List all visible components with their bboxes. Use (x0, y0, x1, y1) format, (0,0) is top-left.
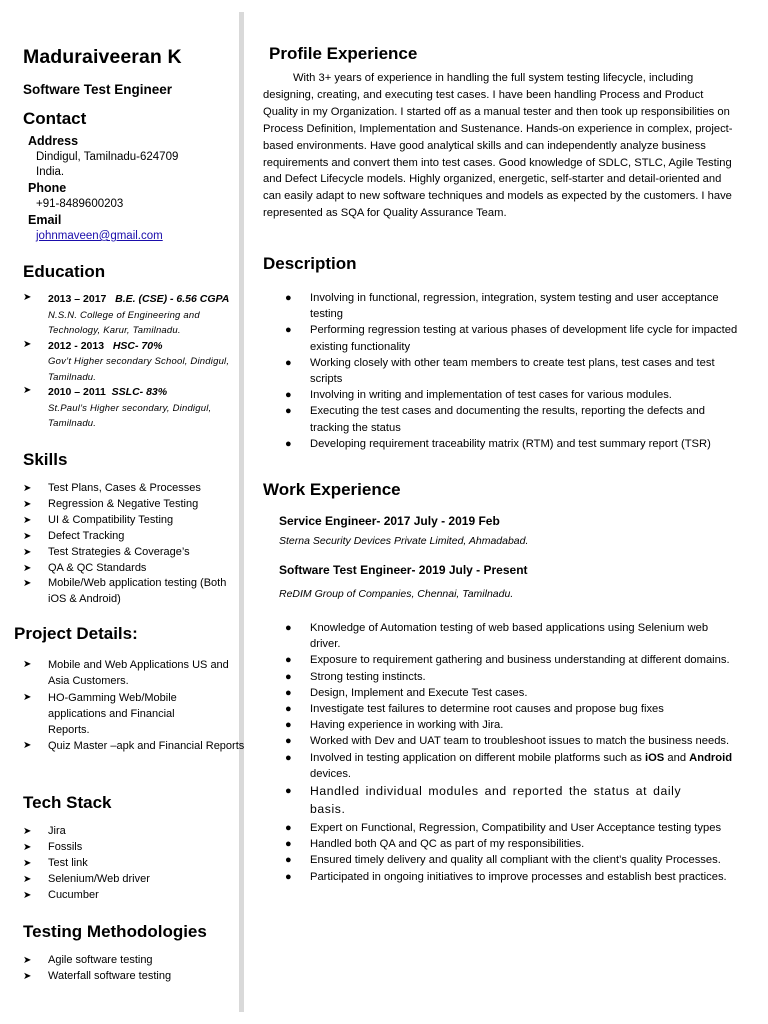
work-text: Investigate test failures to determine root causes and propose bug fixes (310, 703, 664, 716)
education-item (23, 292, 235, 339)
dot-bullet-icon: ● (285, 622, 292, 634)
dot-bullet-icon: ● (285, 437, 292, 450)
skill-item (23, 529, 235, 545)
methodologies-heading: Testing Methodologies (23, 922, 207, 941)
methodology-item (23, 953, 235, 969)
description-item (285, 290, 740, 322)
dot-bullet-icon: ● (285, 686, 292, 699)
candidate-name: Maduraiveeran K (23, 46, 182, 68)
education-years: 2013 – 2017 (48, 293, 107, 305)
skill-label: Test Strategies & Coverage’s (48, 545, 190, 558)
education-list (23, 292, 235, 432)
skill-item (23, 576, 228, 608)
projects-heading: Project Details: (14, 624, 138, 643)
project-item (23, 738, 253, 754)
dot-bullet-icon: ● (285, 854, 292, 867)
arrow-bullet-icon: ➤ (23, 530, 32, 542)
work-item (285, 782, 720, 818)
work-list (285, 620, 740, 885)
dot-bullet-icon: ● (285, 870, 292, 883)
project-item (23, 657, 235, 690)
education-degree: HSC- 70% (112, 339, 163, 352)
work-text: Strong testing instincts. (310, 670, 426, 683)
description-item (285, 436, 740, 452)
work-heading: Work Experience (263, 480, 401, 499)
candidate-role: Software Test Engineer (23, 82, 173, 97)
phone-label: Phone (28, 181, 67, 195)
dot-bullet-icon: ● (285, 838, 292, 851)
arrow-bullet-icon: ➤ (23, 338, 32, 350)
job-company: ReDIM Group of Companies, Chennai, Tamilnadu. (279, 588, 514, 600)
dot-bullet-icon: ● (285, 785, 293, 798)
arrow-bullet-icon: ➤ (23, 691, 32, 703)
skill-item (23, 481, 235, 497)
email-label: Email (28, 213, 62, 227)
arrow-bullet-icon: ➤ (23, 498, 32, 510)
work-text: Having experience in working with Jira. (310, 719, 504, 732)
arrow-bullet-icon: ➤ (23, 955, 32, 966)
skills-list (23, 481, 235, 608)
arrow-bullet-icon: ➤ (23, 562, 32, 574)
work-text: Involved in testing application on different mobile platforms such as iOS and Android devices. (310, 751, 733, 780)
arrow-bullet-icon: ➤ (23, 826, 32, 837)
education-degree: B.E. (CSE) - 6.56 CGPA (115, 293, 230, 305)
education-degree: SSLC- 83% (111, 386, 168, 398)
job-title: Software Test Engineer- 2019 July - Present (279, 563, 528, 577)
methodology-item (23, 969, 235, 985)
job-company: Sterna Security Devices Private Limited, Ahmadabad. (279, 535, 529, 547)
skill-label: UI & Compatibility Testing (48, 513, 174, 526)
arrow-bullet-icon: ➤ (23, 889, 32, 901)
dot-bullet-icon: ● (285, 292, 292, 304)
project-label: HO-Gamming Web/Mobile applications and Financial Reports. (48, 691, 177, 737)
profile-text: With 3+ years of experience in handling the full system testing lifecycle, including designing, creating, and executing test cases. I have been handling Process and Product Quality in my Organization. I started off as a manual tester and then took up responsibilities on Process Definition, Implementation and Sustenance. Hands-on experience in complex, project-based environments. Have good analytical skills and can independently analyze business requirements and convert them into test cases. Good knowledge of SDLC, STLC, Agile Testing and Defect Lifecycle models. Highly organized, energetic, self-starter and detail-oriented and can easily adapt to new software techniques and models as expected by the customers. I have represented as SQA for Quality Assurance Team. (263, 72, 733, 220)
work-item (285, 652, 740, 668)
skills-heading: Skills (23, 450, 68, 469)
education-item (23, 385, 235, 432)
tech-stack-heading: Tech Stack (23, 793, 112, 812)
projects-list (23, 657, 245, 755)
dot-bullet-icon: ● (285, 735, 292, 748)
work-item (285, 836, 740, 852)
work-item (285, 717, 740, 733)
methodologies-list (23, 953, 235, 985)
description-item (285, 387, 740, 403)
education-years: 2010 – 2011 (48, 386, 106, 398)
dot-bullet-icon: ● (285, 324, 292, 337)
description-text: Involving in functional, regression, integration, system testing and user acceptance testing (310, 292, 719, 321)
dot-bullet-icon: ● (285, 670, 292, 683)
arrow-bullet-icon: ➤ (23, 578, 32, 590)
education-institution: Gov’t Higher secondary School, Dindigul, Tamilnadu. (48, 356, 230, 383)
skill-label: Regression & Negative Testing (48, 497, 199, 510)
address-line-1: Dindigul, Tamilnadu-624709 (36, 151, 179, 163)
skill-label: Mobile/Web application testing (Both iOS & Android) (48, 577, 227, 606)
project-label: Quiz Master –apk and Financial Reports (48, 740, 245, 753)
arrow-bullet-icon: ➤ (23, 857, 32, 869)
description-text: Performing regression testing at various phases of development life cycle for impacted existing functionality (310, 324, 738, 353)
description-text: Executing the test cases and documenting the results, reporting the defects and tracking the status (310, 405, 705, 434)
methodology-label: Agile software testing (48, 954, 153, 966)
address-line-2: India. (36, 166, 65, 178)
description-list (285, 290, 740, 452)
arrow-bullet-icon: ➤ (23, 385, 32, 396)
description-text: Involving in writing and implementation of test cases for various modules. (310, 389, 672, 402)
arrow-bullet-icon: ➤ (23, 659, 32, 670)
tech-label: Selenium/Web driver (48, 872, 150, 885)
job-title: Service Engineer- 2017 July - 2019 Feb (279, 514, 500, 528)
profile-heading: Profile Experience (269, 44, 418, 63)
arrow-bullet-icon: ➤ (23, 292, 32, 303)
description-text: Working closely with other team members to create test plans, test cases and test scripts (310, 356, 715, 386)
work-text: Ensured timely delivery and quality all compliant with the client’s quality Processes. (310, 854, 721, 867)
education-item (23, 339, 235, 386)
work-item (285, 669, 740, 685)
column-divider (239, 12, 244, 1012)
skill-item (23, 561, 235, 577)
email-link[interactable]: johnmaveen@gmail.com (36, 230, 163, 242)
skill-item (23, 497, 235, 513)
skill-item (23, 545, 235, 561)
dot-bullet-icon: ● (285, 405, 292, 418)
dot-bullet-icon: ● (285, 719, 292, 732)
work-item (285, 620, 740, 652)
work-text: Worked with Dev and UAT team to troubleshoot issues to match the business needs. (310, 735, 730, 748)
methodology-label: Waterfall software testing (48, 969, 172, 982)
arrow-bullet-icon: ➤ (23, 740, 32, 752)
tech-item (23, 888, 235, 904)
education-institution: St.Paul’s Higher secondary, Dindigul, Tamilnadu. (48, 402, 212, 429)
description-item (285, 322, 740, 354)
arrow-bullet-icon: ➤ (23, 514, 32, 526)
arrow-bullet-icon: ➤ (23, 873, 32, 885)
arrow-bullet-icon: ➤ (23, 483, 32, 494)
description-item (285, 403, 740, 435)
work-item (285, 852, 740, 868)
tech-label: Cucumber (48, 888, 99, 901)
arrow-bullet-icon: ➤ (23, 841, 32, 853)
work-item (285, 733, 740, 749)
work-item (285, 701, 740, 717)
dot-bullet-icon: ● (285, 356, 292, 369)
work-text: Participated in ongoing initiatives to improve processes and establish best practices. (310, 870, 727, 883)
project-item (23, 690, 208, 739)
phone-value: +91-8489600203 (36, 198, 124, 210)
work-item (285, 685, 740, 701)
address-label: Address (28, 134, 79, 148)
description-text: Developing requirement traceability matrix (RTM) and test summary report (TSR) (310, 437, 711, 450)
description-item (285, 355, 740, 387)
work-text: Exposure to requirement gathering and business understanding at different domains. (310, 654, 730, 667)
tech-item (23, 872, 235, 888)
tech-label: Test link (48, 856, 88, 869)
tech-item (23, 856, 235, 872)
skill-label: Test Plans, Cases & Processes (48, 482, 201, 494)
tech-item (23, 840, 235, 856)
tech-label: Jira (48, 825, 66, 837)
education-institution: N.S.N. College of Engineering and Technology, Karur, Tamilnadu. (48, 309, 200, 336)
work-text: Expert on Functional, Regression, Compatibility and User Acceptance testing types (310, 822, 722, 835)
contact-heading: Contact (23, 109, 87, 128)
dot-bullet-icon: ● (285, 822, 292, 835)
arrow-bullet-icon: ➤ (23, 546, 32, 558)
project-label: Mobile and Web Applications US and Asia Customers. (48, 659, 229, 688)
skill-label: Defect Tracking (48, 529, 125, 542)
work-item (285, 869, 740, 885)
description-heading: Description (263, 254, 357, 273)
dot-bullet-icon: ● (285, 751, 292, 764)
arrow-bullet-icon: ➤ (23, 970, 32, 982)
dot-bullet-icon: ● (285, 389, 292, 402)
tech-stack-list (23, 824, 235, 904)
work-item (285, 750, 740, 782)
work-text: Knowledge of Automation testing of web based applications using Selenium web driver. (310, 622, 709, 651)
work-item (285, 820, 740, 836)
tech-item (23, 824, 235, 840)
work-text: Handled individual modules and reported the status at daily basis. (310, 784, 682, 817)
work-text: Handled both QA and QC as part of my responsibilities. (310, 838, 585, 851)
work-text: Design, Implement and Execute Test cases. (310, 686, 528, 699)
tech-label: Fossils (48, 840, 83, 853)
skill-item (23, 513, 235, 529)
education-years: 2012 - 2013 (48, 339, 105, 352)
skill-label: QA & QC Standards (48, 561, 147, 574)
dot-bullet-icon: ● (285, 654, 292, 667)
education-heading: Education (23, 262, 106, 281)
dot-bullet-icon: ● (285, 703, 292, 716)
